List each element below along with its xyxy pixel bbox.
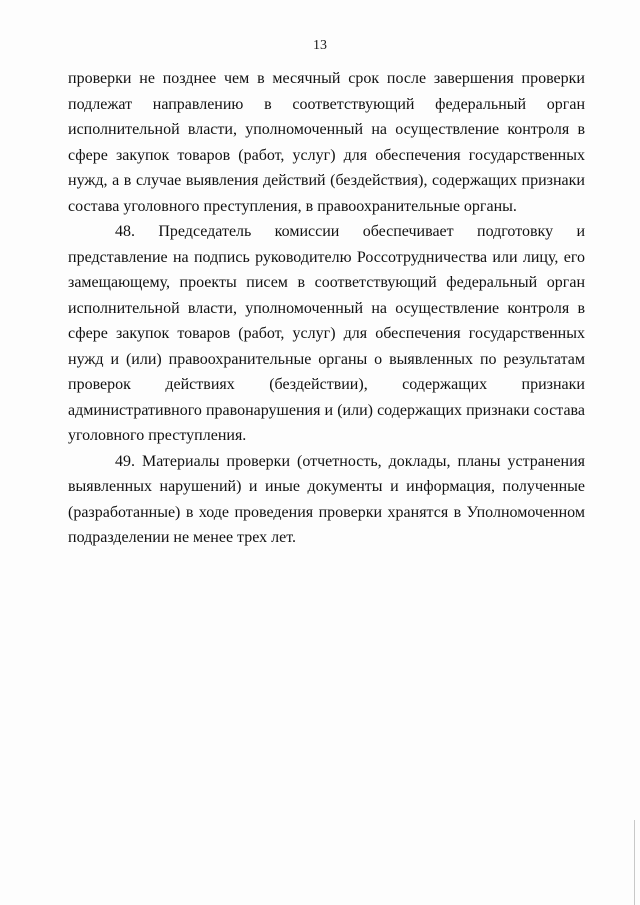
paragraph-49: 49. Материалы проверки (отчетность, доклады, планы устранения выявленных нарушений) и иные документы и информация, полученные (разработанные) в ходе проведения проверки хранятся в Уполномоченном подразделении не менее трех лет. — [68, 452, 585, 546]
scan-edge-line — [634, 820, 635, 905]
paragraph-continuation: проверки не позднее чем в месячный срок после завершения проверки подлежат направлению в соответствующий федеральный орган исполнительной власти, уполномоченный на осуществление контроля в сфере закупок товаров (работ, услуг) для обеспечения государственных нужд, а в случае выявления действий (бездействия), содержащих признаки состава уголовного преступления, в правоохранительные органы. — [68, 70, 585, 215]
paragraph-48: 48. Председатель комиссии обеспечивает подготовку и представление на подпись руководителю Россотрудничества или лицу, его замещающему, проекты писем в соответствующий федеральный орган исполнительной власти, уполномоченный на осуществление контроля в сфере закупок товаров (работ, услуг) для обеспечения государственных нужд и (или) правоохранительные органы о выявленных по результатам проверок действиях (бездействии), содержащих признаки административного правонарушения и (или) содержащих признаки состава уголовного преступления. — [68, 223, 585, 444]
document-body — [68, 66, 585, 551]
page-number: 13 — [313, 38, 327, 53]
